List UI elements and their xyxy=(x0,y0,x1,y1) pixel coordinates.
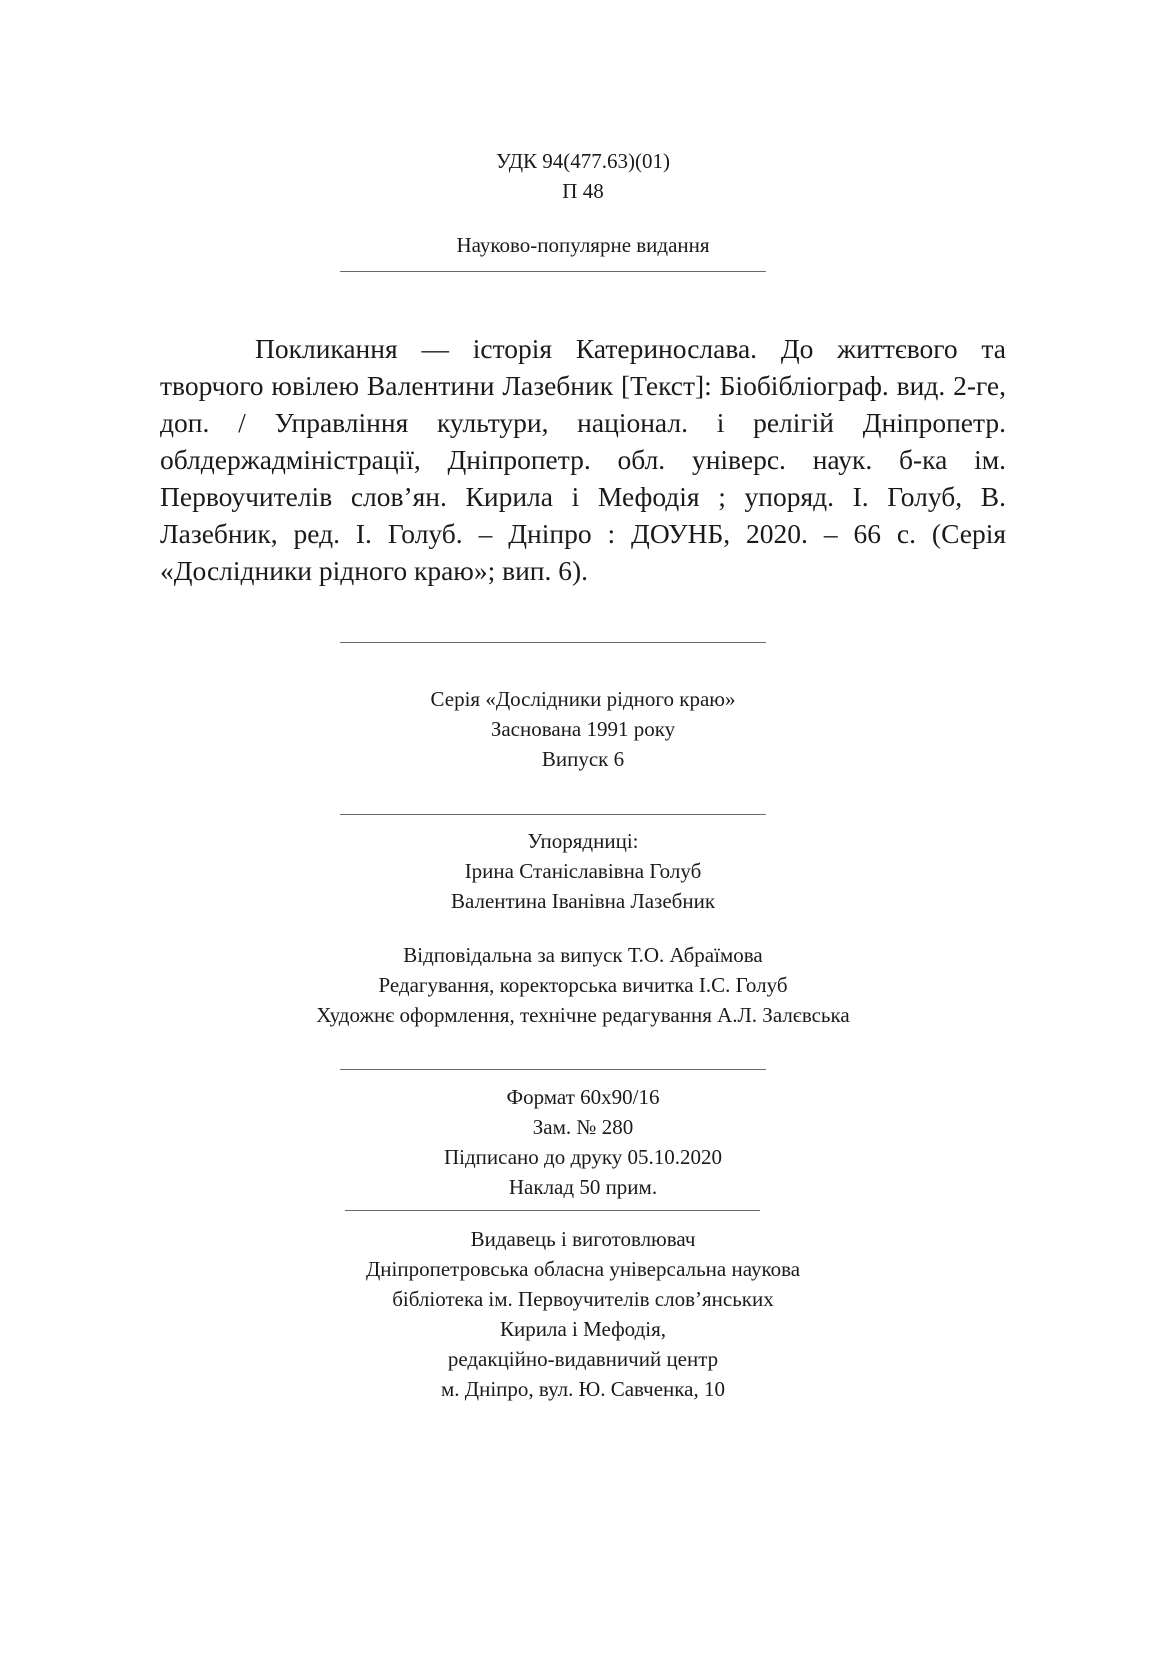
edition-type-block xyxy=(0,230,1166,260)
print-format: Формат 60х90/16 xyxy=(506,1085,660,1109)
publisher-line: Видавець і виготовлювач xyxy=(470,1227,696,1251)
series-founded: Заснована 1991 року xyxy=(490,717,676,741)
publisher-line: Дніпропетровська обласна універсальна наукова xyxy=(365,1257,801,1281)
print-run: Наклад 50 прим. xyxy=(508,1175,658,1199)
credit-line: Відповідальна за випуск Т.О. Абраїмова xyxy=(403,943,763,967)
credit-line: Редагування, коректорська вичитка І.С. Голуб xyxy=(378,973,788,997)
bibliographic-description: Покликання — історія Катеринослава. До життєвого та творчого ювілею Валентини Лазебник [Текст]: Біобібліограф. вид. 2-ге, доп. / Управління культури, націонал. і релігій Дніпропетр. облдержадміністрації, Дніпропетр. обл. універс. наук. б-ка ім. Первоучителів слов’ян. Кирила і Мефодія ; упоряд. І. Голуб, В. Лазебник, ред. І. Голуб. – Дніпро : ДОУНБ, 2020. – 66 с. (Серія «Дослідники рідного краю»; вип. 6). xyxy=(160,333,1006,586)
divider-2 xyxy=(340,642,766,643)
compilers-block xyxy=(0,826,1166,916)
divider-3 xyxy=(340,814,766,815)
classification-block xyxy=(0,146,1166,206)
series-issue: Випуск 6 xyxy=(541,747,625,771)
order-number: Зам. № 280 xyxy=(532,1115,634,1139)
credit-line: Художнє оформлення, технічне редагування А.Л. Залєвська xyxy=(316,1003,850,1027)
bbk-code: П 48 xyxy=(562,179,604,203)
publisher-block xyxy=(0,1224,1166,1404)
publisher-line: бібліотека ім. Первоучителів слов’янських xyxy=(392,1287,774,1311)
signed-to-print: Підписано до друку 05.10.2020 xyxy=(443,1145,723,1169)
print-info-block xyxy=(0,1082,1166,1202)
series-block xyxy=(0,684,1166,774)
edition-type: Науково-популярне видання xyxy=(456,233,710,257)
compilers-label: Упорядниці: xyxy=(527,829,639,853)
publisher-line: Кирила і Мефодія, xyxy=(499,1317,667,1341)
divider-1 xyxy=(340,271,766,272)
udk-code: УДК 94(477.63)(01) xyxy=(495,149,671,173)
compiler-name: Ірина Станіславівна Голуб xyxy=(464,859,702,883)
compiler-name: Валентина Іванівна Лазебник xyxy=(450,889,716,913)
divider-5 xyxy=(345,1210,760,1211)
credits-block xyxy=(0,940,1166,1030)
divider-4 xyxy=(340,1069,766,1070)
series-name: Серія «Дослідники рідного краю» xyxy=(430,687,736,711)
publisher-line: редакційно-видавничий центр xyxy=(447,1347,719,1371)
publisher-address: м. Дніпро, вул. Ю. Савченка, 10 xyxy=(440,1377,726,1401)
